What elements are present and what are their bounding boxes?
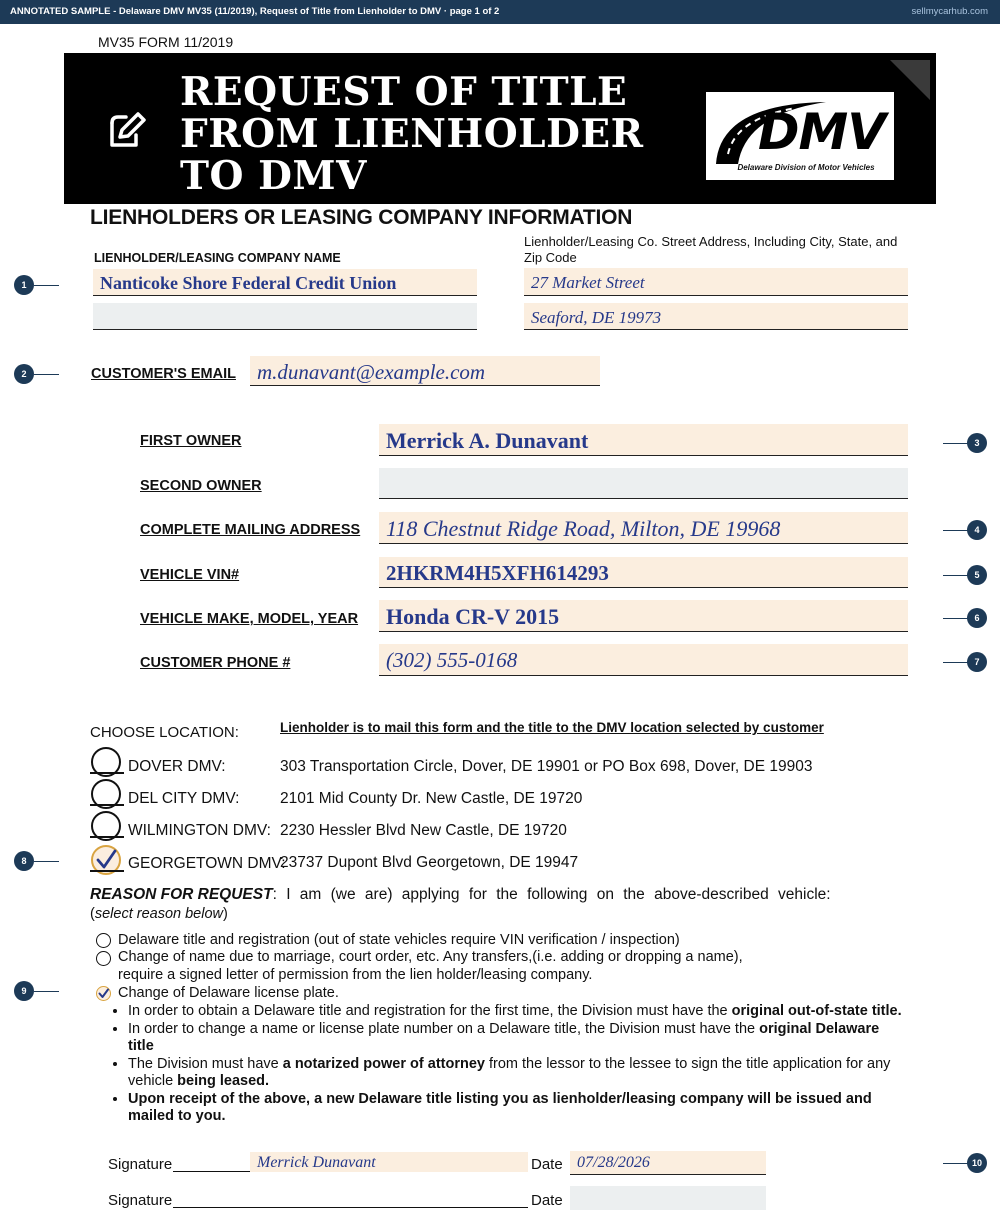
date-field-2[interactable]	[570, 1186, 766, 1210]
list-item: • The Division must have a notarized power of attorney from the lessor to the lessee to sign the title application for any vehicle being leased.	[128, 1056, 908, 1090]
first-owner-field[interactable]	[379, 424, 908, 456]
location-address-dover: 303 Transportation Circle, Dover, DE 19901 or PO Box 698, Dover, DE 19903	[280, 758, 813, 775]
first-owner-label: FIRST OWNER	[140, 433, 242, 449]
annotation-leader	[943, 530, 968, 531]
location-name-dover: DOVER DMV:	[128, 758, 226, 775]
radio-underline	[90, 804, 124, 806]
annotation-leader	[34, 285, 59, 286]
date-label-2: Date	[531, 1192, 563, 1209]
first-owner-value: Merrick A. Dunavant	[386, 428, 589, 453]
reason-option-change-name-line2: require a signed letter of permission from the lien holder/leasing company.	[118, 967, 593, 983]
location-address-georgetown: 23737 Dupont Blvd Georgetown, DE 19947	[280, 854, 579, 871]
annotation-leader	[943, 443, 968, 444]
vehicle-vin-value: 2HKRM4H5XFH614293	[386, 561, 609, 585]
mailing-address-label: COMPLETE MAILING ADDRESS	[140, 522, 361, 538]
annotation-badge-8: 8	[14, 851, 34, 871]
annotation-badge-9: 9	[14, 981, 34, 1001]
signature-field-2[interactable]	[173, 1190, 528, 1207]
annotation-leader	[943, 618, 968, 619]
page-fold-decoration	[890, 60, 930, 100]
list-item: • Upon receipt of the above, a new Delaware title listing you as lienholder/leasing company will be issued and mailed to you.	[128, 1091, 908, 1125]
list-item: • In order to obtain a Delaware title and registration for the first time, the Division must have the original out-of-state title.	[128, 1003, 908, 1020]
reason-for-request: REASON FOR REQUEST: I am (we are) applying for the following on the above-described vehicle: (select reason below)	[90, 886, 831, 922]
lienholder-name-label: LIENHOLDER/LEASING COMPANY NAME	[94, 251, 341, 265]
lienholder-address-line1-field[interactable]	[524, 268, 908, 296]
radio-underline	[90, 772, 124, 774]
annotation-header-bar	[0, 0, 1000, 24]
mailing-address-field[interactable]	[379, 512, 908, 544]
signature-label-2: Signature	[108, 1192, 173, 1209]
lienholder-name-line2-field[interactable]	[93, 303, 477, 330]
annotation-badge-4: 4	[967, 520, 987, 540]
customer-phone-label: CUSTOMER PHONE #	[140, 655, 291, 671]
annotation-badge-2: 2	[14, 364, 34, 384]
reason-option-change-name: Change of name due to marriage, court order, etc. Any transfers,(i.e. adding or dropping a name),	[118, 949, 743, 965]
form-number: MV35 FORM 11/2019	[98, 34, 234, 50]
annotation-badge-10: 10	[967, 1153, 987, 1173]
list-item: • In order to change a name or license plate number on a Delaware title, the Division must have the original Delaware title	[128, 1021, 908, 1055]
second-owner-label: SECOND OWNER	[140, 478, 262, 494]
lienholder-name-field[interactable]	[93, 269, 477, 296]
vehicle-vin-field[interactable]	[379, 557, 908, 588]
radio-underline	[90, 836, 124, 838]
choose-location-heading: CHOOSE LOCATION:	[90, 724, 239, 741]
banner-title-line: REQUEST OF TITLE	[180, 69, 628, 115]
reason-radio-license-plate[interactable]	[96, 986, 111, 1001]
vehicle-vin-label: VEHICLE VIN#	[140, 567, 240, 583]
reason-option-title-registration: Delaware title and registration (out of state vehicles require VIN verification / inspection)	[118, 932, 680, 948]
signature-value: Merrick Dunavant	[257, 1154, 376, 1171]
reason-select-note: select reason below	[94, 906, 224, 922]
location-name-georgetown: GEORGETOWN DMV:	[128, 855, 286, 872]
reason-intro: : I am (we are) applying for the following on the above-described vehicle:	[272, 886, 831, 903]
banner-title	[180, 71, 644, 197]
lienholder-name-value: Nanticoke Shore Federal Credit Union	[100, 273, 397, 293]
date-value: 07/28/2026	[577, 1154, 650, 1171]
annotation-badge-5: 5	[967, 565, 987, 585]
annotation-leader	[34, 374, 59, 375]
pencil-square-icon	[106, 109, 148, 151]
location-instruction: Lienholder is to mail this form and the title to the DMV location selected by customer	[280, 720, 824, 735]
site-link[interactable]: sellmycarhub.com	[911, 6, 988, 17]
signature-field[interactable]	[250, 1152, 528, 1172]
reason-radio-change-name[interactable]	[96, 951, 111, 966]
customer-phone-value: (302) 555-0168	[386, 648, 518, 672]
vehicle-make-model-label: VEHICLE MAKE, MODEL, YEAR	[140, 611, 359, 627]
annotation-leader	[943, 662, 968, 663]
date-field[interactable]	[570, 1151, 766, 1175]
customer-email-value: m.dunavant@example.com	[257, 360, 486, 384]
annotation-leader	[943, 1163, 968, 1164]
reason-radio-title-registration[interactable]	[96, 933, 111, 948]
requirements-list	[108, 1003, 908, 1126]
annotation-leader	[943, 575, 968, 576]
annotation-leader	[34, 861, 59, 862]
customer-email-label: CUSTOMER'S EMAIL	[91, 366, 236, 382]
vehicle-make-model-field[interactable]	[379, 600, 908, 632]
lienholder-address-label: Lienholder/Leasing Co. Street Address, Including City, State, and Zip Code	[524, 234, 898, 265]
logo-text: DMV	[758, 103, 885, 161]
lienholder-address-line1: 27 Market Street	[531, 273, 645, 292]
customer-phone-field[interactable]	[379, 644, 908, 676]
annotation-leader	[34, 991, 59, 992]
logo-caption: Delaware Division of Motor Vehicles	[737, 163, 875, 172]
reason-option-license-plate: Change of Delaware license plate.	[118, 985, 339, 1001]
annotation-badge-3: 3	[967, 433, 987, 453]
banner-title-line: FROM LIENHOLDER	[180, 111, 644, 157]
location-address-del-city: 2101 Mid County Dr. New Castle, DE 19720	[280, 790, 583, 807]
section-heading: LIENHOLDERS OR LEASING COMPANY INFORMATION	[90, 206, 633, 229]
form-banner	[64, 53, 936, 204]
lienholder-address-line2: Seaford, DE 19973	[531, 308, 662, 327]
annotation-badge-6: 6	[967, 608, 987, 628]
checkmark-icon	[97, 987, 110, 1000]
banner-title-line: TO DMV	[180, 153, 367, 199]
second-owner-field[interactable]	[379, 468, 908, 499]
location-address-wilmington: 2230 Hessler Blvd New Castle, DE 19720	[280, 822, 567, 839]
annotation-badge-1: 1	[14, 275, 34, 295]
customer-email-field[interactable]	[250, 356, 600, 386]
signature-label: Signature	[108, 1156, 173, 1173]
document-title: ANNOTATED SAMPLE - Delaware DMV MV35 (11/2019), Request of Title from Lienholder to DMV · page 1 of 2	[10, 6, 500, 17]
location-name-del-city: DEL CITY DMV:	[128, 790, 240, 807]
lienholder-address-line2-field[interactable]	[524, 303, 908, 330]
reason-label: REASON FOR REQUEST	[90, 886, 273, 903]
dmv-logo	[706, 92, 894, 180]
radio-underline	[90, 870, 124, 872]
vehicle-make-model-value: Honda CR-V 2015	[386, 604, 560, 629]
location-name-wilmington: WILMINGTON DMV:	[128, 822, 271, 839]
annotation-badge-7: 7	[967, 652, 987, 672]
signature-line-2	[173, 1207, 528, 1208]
mailing-address-value: 118 Chestnut Ridge Road, Milton, DE 19968	[386, 516, 781, 541]
date-label: Date	[531, 1156, 563, 1173]
